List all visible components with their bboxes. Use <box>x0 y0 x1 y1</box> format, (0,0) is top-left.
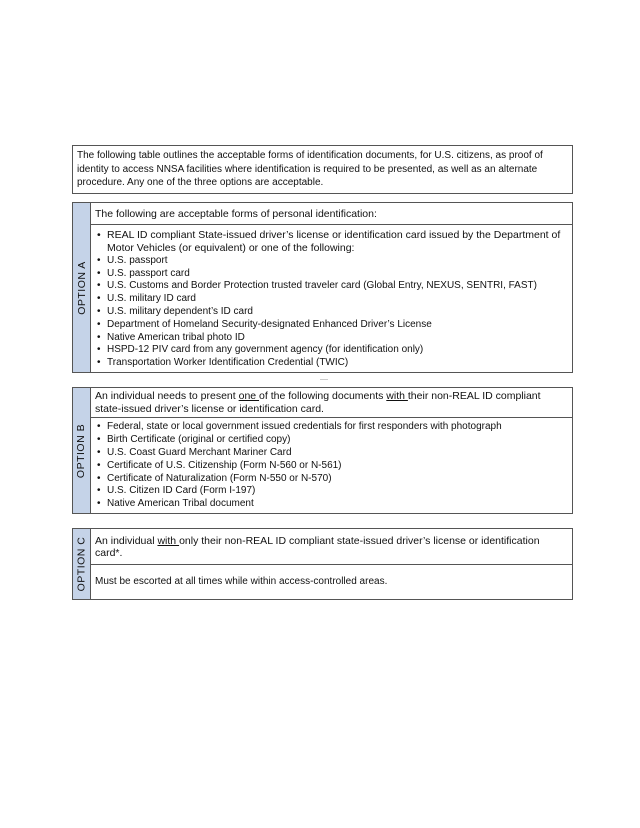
option-a-header: The following are acceptable forms of personal identification: <box>91 203 572 225</box>
option-a-body <box>91 225 572 372</box>
list-item: • U.S. military ID card <box>95 293 568 306</box>
option-c-label: OPTION C <box>75 536 88 592</box>
option-b-section <box>72 387 573 514</box>
list-item: • U.S. Citizen ID Card (Form I-197) <box>95 485 568 498</box>
option-b-header: An individual needs to present one of the following documents with their non-REAL ID compliant state-issued driver’s license or identification card. <box>91 388 572 418</box>
divider-mark <box>320 379 328 380</box>
option-a-list <box>95 229 568 370</box>
list-item: • U.S. passport card <box>95 268 568 281</box>
option-b-tab <box>73 388 91 513</box>
option-c-text: Must be escorted at all times while within access-controlled areas. <box>95 575 388 587</box>
intro-text: The following table outlines the acceptable forms of identification documents, for U.S. citizens, as proof of identity to access NNSA facilities where identification is required to be presented, as well as an alternate procedure. Any one of the three options are acceptable. <box>77 150 543 188</box>
option-c-body <box>91 565 572 599</box>
list-item: • Department of Homeland Security-designated Enhanced Driver’s License <box>95 319 568 332</box>
option-c-tab <box>73 529 91 599</box>
option-a-tab <box>73 203 91 372</box>
option-c-header: An individual with only their non-REAL ID compliant state-issued driver’s license or identification card*. <box>91 529 572 565</box>
list-item: • U.S. military dependent’s ID card <box>95 306 568 319</box>
list-item: • Native American Tribal document <box>95 498 568 511</box>
list-item: • Certificate of U.S. Citizenship (Form N-560 or N-561) <box>95 460 568 473</box>
list-item: • U.S. Coast Guard Merchant Mariner Card <box>95 447 568 460</box>
intro-box <box>72 145 573 194</box>
list-item: • U.S. Customs and Border Protection trusted traveler card (Global Entry, NEXUS, SENTRI, FAST) <box>95 280 568 293</box>
list-item: • Certificate of Naturalization (Form N-550 or N-570) <box>95 473 568 486</box>
option-a-section <box>72 202 573 373</box>
list-item: • Birth Certificate (original or certified copy) <box>95 434 568 447</box>
list-item: • REAL ID compliant State-issued driver’s license or identification card issued by the Department of Motor Vehicles (or equivalent) or one of the following: <box>95 229 568 255</box>
list-item: • Federal, state or local government issued credentials for first responders with photograph <box>95 421 568 434</box>
option-b-list <box>95 421 568 511</box>
option-b-label: OPTION B <box>75 423 88 478</box>
list-item: • HSPD-12 PIV card from any government agency (for identification only) <box>95 344 568 357</box>
option-c-section <box>72 528 573 600</box>
option-b-body <box>91 418 572 513</box>
list-item: • U.S. passport <box>95 255 568 268</box>
list-item: • Transportation Worker Identification Credential (TWIC) <box>95 357 568 370</box>
option-a-label: OPTION A <box>75 260 88 315</box>
list-item: • Native American tribal photo ID <box>95 332 568 345</box>
